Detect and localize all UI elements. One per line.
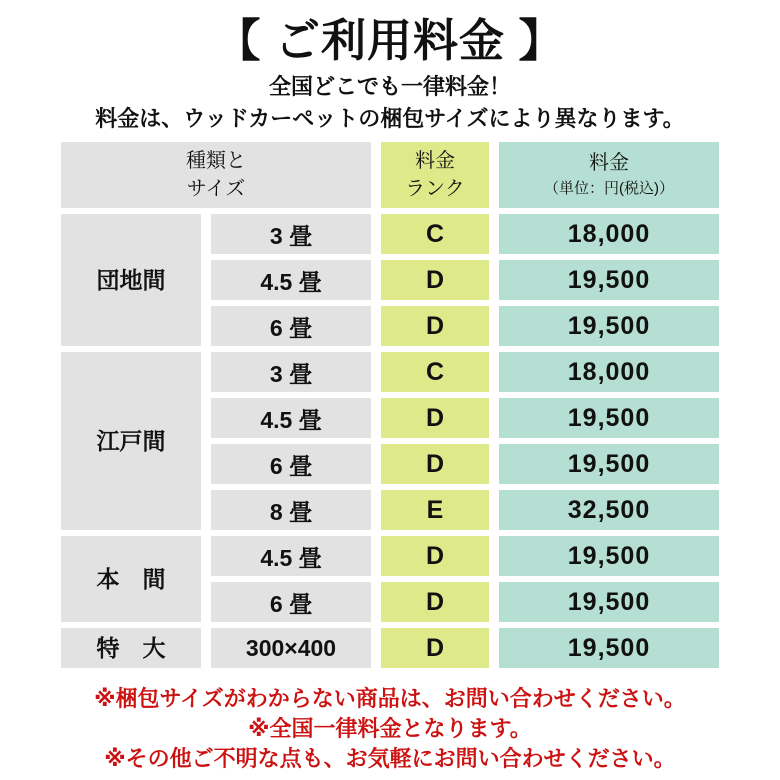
table-row bbox=[61, 628, 719, 668]
col-header-price-line1: 料金 bbox=[589, 152, 629, 174]
col-header-rank-line1: 料金 bbox=[415, 150, 455, 172]
table-header-row bbox=[61, 142, 719, 208]
rank-cell: D bbox=[381, 260, 489, 300]
type-cell-edoma: 江戸間 bbox=[61, 352, 201, 530]
price-cell: 19,500 bbox=[499, 536, 719, 576]
rank-cell: D bbox=[381, 306, 489, 346]
subtitle-line2: 料金は、ウッドカーペットの梱包サイズにより異なります。 bbox=[95, 106, 685, 131]
size-cell: 300×400 bbox=[211, 628, 371, 668]
price-cell: 19,500 bbox=[499, 306, 719, 346]
col-header-price-line2: （単位：円(税込)） bbox=[544, 180, 674, 197]
rank-cell: D bbox=[381, 582, 489, 622]
rank-cell: C bbox=[381, 352, 489, 392]
col-header-price bbox=[499, 142, 719, 208]
size-cell: 4.5 畳 bbox=[211, 398, 371, 438]
size-cell: 4.5 畳 bbox=[211, 260, 371, 300]
price-cell: 19,500 bbox=[499, 444, 719, 484]
table-row bbox=[61, 536, 719, 576]
col-header-type-size-line1: 種類と bbox=[186, 150, 246, 172]
page-title: 【 ご利用料金 】 bbox=[215, 15, 565, 66]
type-cell-danchima: 団地間 bbox=[61, 214, 201, 346]
size-cell: 6 畳 bbox=[211, 306, 371, 346]
size-cell: 6 畳 bbox=[211, 444, 371, 484]
subtitle-line1: 全国どこでも一律料金！ bbox=[268, 74, 511, 99]
rank-cell: D bbox=[381, 536, 489, 576]
price-cell: 18,000 bbox=[499, 214, 719, 254]
type-cell-tokudai: 特 大 bbox=[61, 628, 201, 668]
note-packing-size: ※梱包サイズがわからない商品は、お問い合わせください。 bbox=[94, 686, 686, 711]
rank-cell: E bbox=[381, 490, 489, 530]
size-cell: 3 畳 bbox=[211, 214, 371, 254]
col-header-type-size-line2: サイズ bbox=[186, 178, 246, 200]
note-flat-rate: ※全国一律料金となります。 bbox=[248, 716, 532, 741]
rank-cell: D bbox=[381, 398, 489, 438]
col-header-rank bbox=[381, 142, 489, 208]
size-cell: 8 畳 bbox=[211, 490, 371, 530]
size-cell: 3 畳 bbox=[211, 352, 371, 392]
price-cell: 19,500 bbox=[499, 582, 719, 622]
col-header-type-size bbox=[61, 142, 371, 208]
price-cell: 32,500 bbox=[499, 490, 719, 530]
price-cell: 19,500 bbox=[499, 628, 719, 668]
pricing-table bbox=[51, 136, 729, 674]
price-cell: 18,000 bbox=[499, 352, 719, 392]
price-cell: 19,500 bbox=[499, 398, 719, 438]
type-cell-honma: 本 間 bbox=[61, 536, 201, 622]
footer-notes bbox=[0, 684, 780, 774]
col-header-rank-line2: ランク bbox=[405, 178, 465, 200]
rank-cell: C bbox=[381, 214, 489, 254]
price-cell: 19,500 bbox=[499, 260, 719, 300]
rank-cell: D bbox=[381, 628, 489, 668]
size-cell: 4.5 畳 bbox=[211, 536, 371, 576]
note-contact: ※その他ご不明な点も、お気軽にお問い合わせください。 bbox=[104, 746, 676, 771]
table-row bbox=[61, 352, 719, 392]
size-cell: 6 畳 bbox=[211, 582, 371, 622]
rank-cell: D bbox=[381, 444, 489, 484]
table-row bbox=[61, 214, 719, 254]
